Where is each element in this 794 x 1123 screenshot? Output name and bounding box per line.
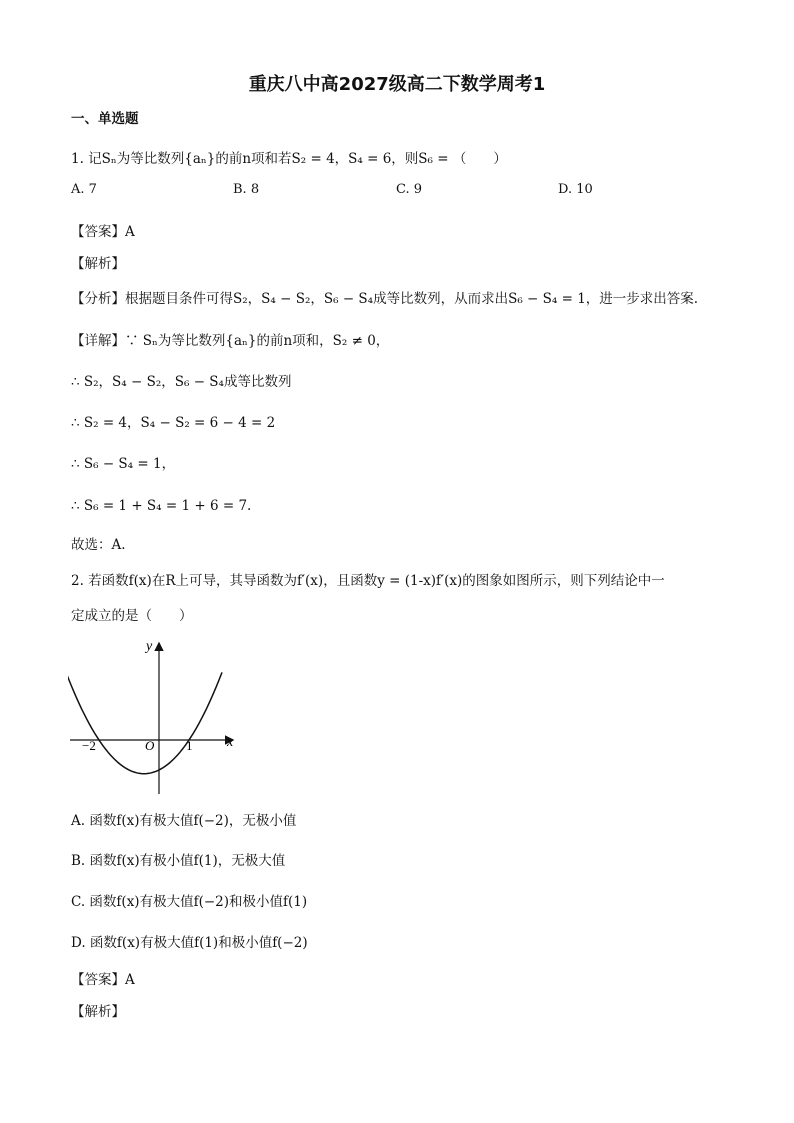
function-graph [68,636,248,796]
q1-option-c: C. 9 [396,182,423,197]
question-2-stem-line2: 定成立的是（ ） [71,608,193,624]
graph-curve [68,672,222,773]
q1-analysis: 【分析】根据题目条件可得S₂，S₄ − S₂，S₆ − S₄成等比数列，从而求出S₆ − S₄ = 1，进一步求出答案. [71,291,699,307]
q1-step-1: ∴ S₂，S₄ − S₂，S₆ − S₄成等比数列 [71,374,292,390]
q2-option-b: B. 函数f(x)有极小值f(1)，无极大值 [71,853,286,869]
page-title: 重庆八中高2027级高二下数学周考1 [248,74,546,95]
q1-option-a: A. 7 [71,182,97,197]
q2-analysis-label: 【解析】 [71,1004,125,1020]
q1-option-d: D. 10 [558,182,593,197]
q1-option-b: B. 8 [233,182,260,197]
section-heading: 一、单选题 [71,111,139,127]
q1-analysis-label: 【解析】 [71,256,125,272]
q1-conclusion: 故选：A. [71,537,126,553]
x-axis-label: x [227,735,234,750]
question-2-stem-line1: 2. 若函数f(x)在R上可导，其导函数为f′(x)，且函数y = (1-x)f′(x)的图象如图所示，则下列结论中一 [71,573,665,589]
tick-label-minus-2: −2 [82,738,96,753]
question-1-stem: 1. 记Sₙ为等比数列{aₙ}的前n项和若S₂ = 4，S₄ = 6，则S₆ = （ ） [71,151,507,167]
q1-answer: 【答案】A [71,224,135,240]
q1-detail: 【详解】∵ Sₙ为等比数列{aₙ}的前n项和，S₂ ≠ 0， [71,333,390,349]
q2-option-a: A. 函数f(x)有极大值f(−2)，无极小值 [71,813,297,829]
q2-option-d: D. 函数f(x)有极大值f(1)和极小值f(−2) [71,935,308,951]
q1-step-4: ∴ S₆ = 1 + S₄ = 1 + 6 = 7. [71,498,252,514]
y-axis-label: y [146,639,153,654]
q2-answer: 【答案】A [71,972,135,988]
q1-step-2: ∴ S₂ = 4，S₄ − S₂ = 6 − 4 = 2 [71,415,276,431]
origin-label: O [145,738,155,753]
tick-label-1: 1 [186,738,193,753]
q2-option-c: C. 函数f(x)有极大值f(−2)和极小值f(1) [71,894,308,910]
q1-step-3: ∴ S₆ − S₄ = 1， [71,456,176,472]
